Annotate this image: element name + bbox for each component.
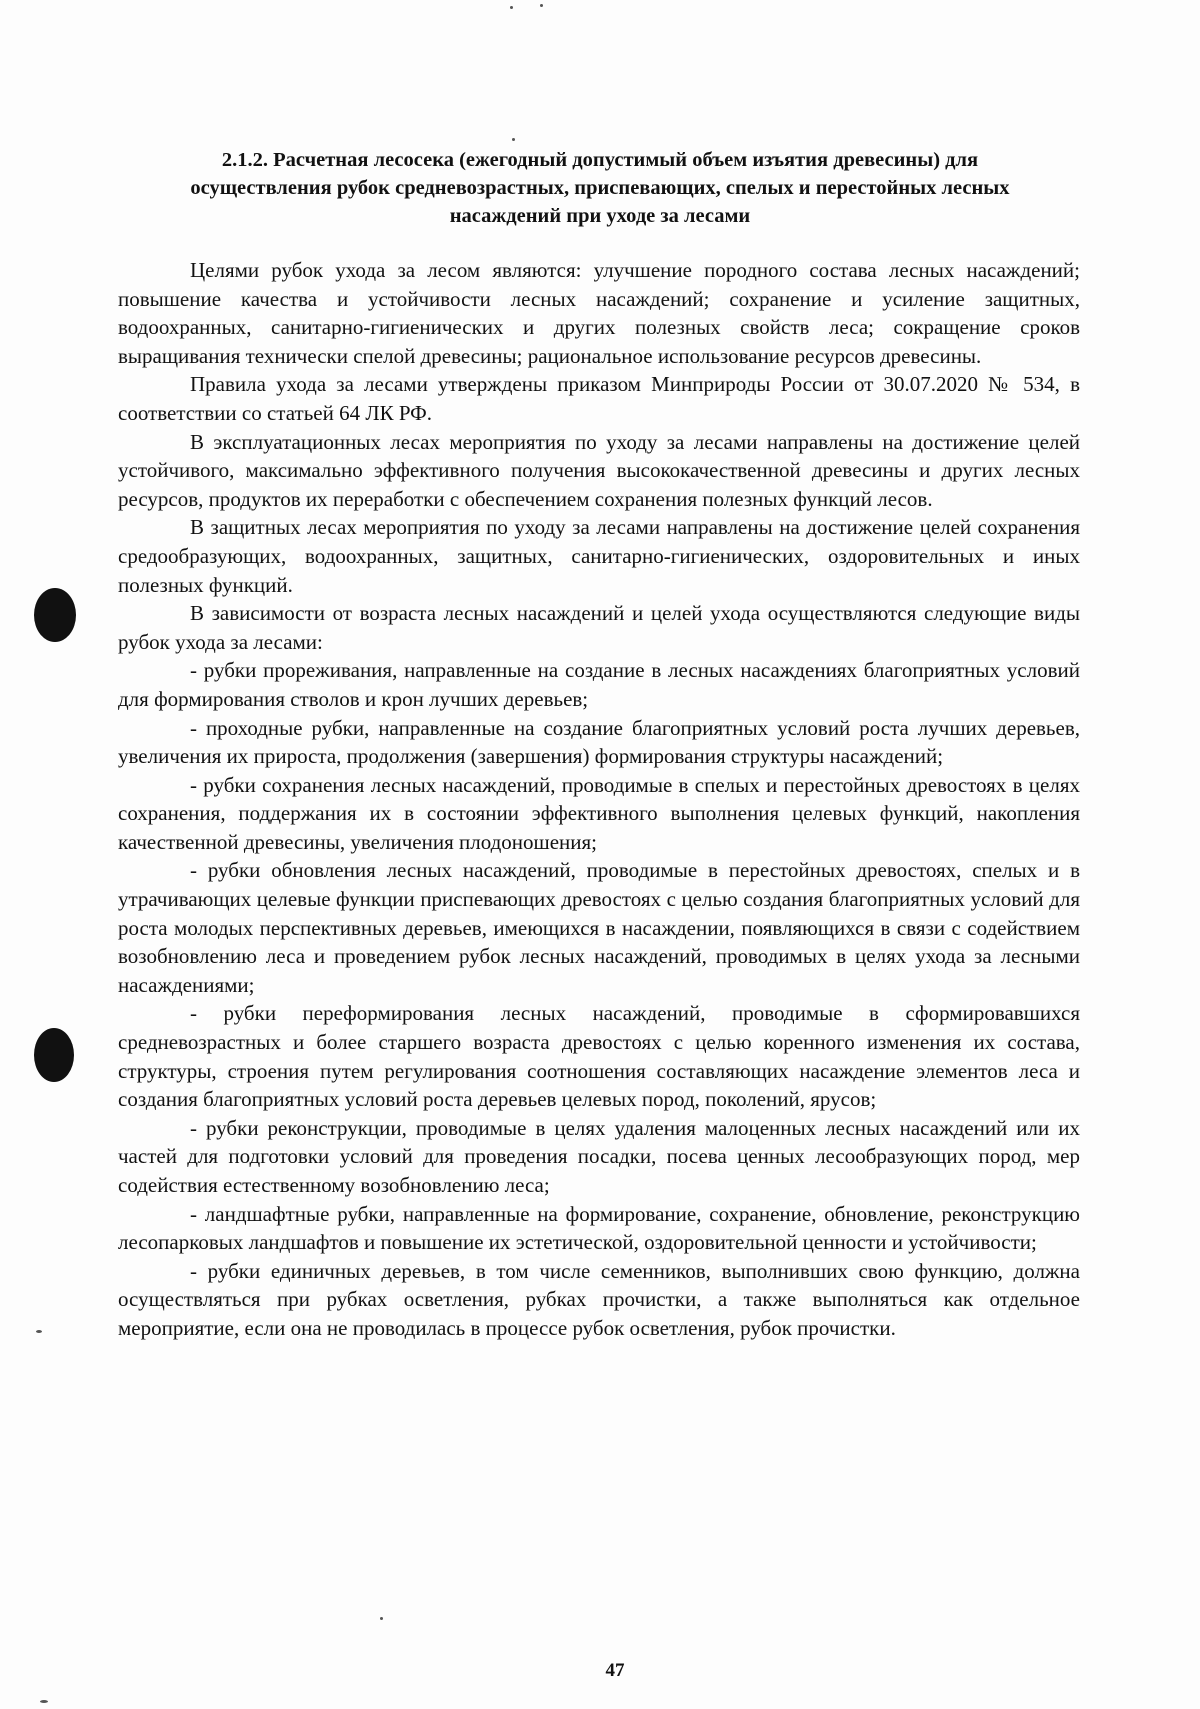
section-heading: [118, 146, 1082, 230]
list-item: - рубки единичных деревьев, в том числе семенников, выполнивших свою функцию, должна осуществляться при рубках осветления, рубках прочистки, а также выполняться как отдельное мероприятие, если она не проводилась в процессе рубок осветления, рубок прочистки.: [118, 1258, 1080, 1340]
heading-line: осуществления рубок средневозрастных, приспевающих, спелых и перестойных лесных: [190, 177, 1010, 199]
list-item: - рубки переформирования лесных насаждений, проводимые в сформировавшихся средневозрастных и более старшего возраста древостоях с целью коренного изменения их состава, структуры, строения путем регулирования соотношения составляющих насаждение элементов леса и создания благоприятных условий роста деревьев целевых пород, поколений, ярусов;: [118, 1001, 1080, 1112]
body-text: [118, 256, 1080, 1343]
scan-speck: [512, 138, 515, 141]
list-item: - ландшафтные рубки, направленные на формирование, сохранение, обновление, реконструкцию лесопарковых ландшафтов и повышение их эстетической, оздоровительной ценности и устойчивости;: [118, 1201, 1080, 1255]
paragraph-types-intro: В зависимости от возраста лесных насаждений и целей ухода осуществляются следующие виды рубок ухода за лесами:: [118, 601, 1080, 654]
scan-speck: [510, 6, 513, 9]
list-item: - рубки сохранения лесных насаждений, проводимые в спелых и перестойных древостоях в целях сохранения, поддержания их в состоянии эффективного выполнения целевых функций, накопления качественной древесины, увеличения плодоношения;: [118, 772, 1080, 854]
paragraph-protective-forests: В защитных лесах мероприятия по уходу за лесами направлены на достижение целей сохранения средообразующих, водоохранных, защитных, санитарно-гигиенических, оздоровительных и иных полезных функций.: [118, 515, 1080, 597]
heading-line: насаждений при уходе за лесами: [449, 205, 751, 227]
scan-speck: [380, 1617, 383, 1620]
paragraph-rules: Правила ухода за лесами утверждены приказом Минприроды России от 30.07.2020 № 534, в соответствии со статьей 64 ЛК РФ.: [118, 372, 1080, 425]
scan-speck: [40, 1700, 48, 1703]
scan-speck: [36, 1330, 42, 1333]
list-item: - проходные рубки, направленные на создание благоприятных условий роста лучших деревьев, увеличения их прироста, продолжения (завершения) формирования структуры насаждений;: [118, 715, 1080, 769]
heading-line: 2.1.2. Расчетная лесосека (ежегодный допустимый объем изъятия древесины) для: [221, 149, 979, 171]
list-item: - рубки прореживания, направленные на создание в лесных насаждениях благоприятных условий для формирования стволов и крон лучших деревьев;: [118, 658, 1080, 711]
list-item: - рубки реконструкции, проводимые в целях удаления малоценных лесных насаждений или их частей для подготовки условий для проведения посадки, посева ценных лесообразующих пород, мер содействия естественному возобновлению леса;: [118, 1115, 1080, 1197]
list-item: - рубки обновления лесных насаждений, проводимые в перестойных древостоях, спелых и в утрачивающих целевые функции приспевающих древостоях с целью создания благоприятных условий для роста молодых перспективных деревьев, имеющихся в насаждении, появляющихся в связи с содействием возобновлению леса и проведением рубок лесных насаждений, проводимых в целях ухода за лесными насаждениями;: [118, 858, 1080, 997]
punch-hole-mark: [34, 588, 76, 642]
scan-speck: [540, 4, 543, 7]
punch-hole-mark: [34, 1028, 74, 1082]
paragraph-exploitation-forests: В эксплуатационных лесах мероприятия по уходу за лесами направлены на достижение целей устойчивого, максимально эффективного получения высококачественной древесины и других лесных ресурсов, продуктов их переработки с обеспечением сохранения полезных функций лесов.: [118, 429, 1080, 511]
page-number: 47: [605, 1660, 625, 1681]
paragraph-goals: Целями рубок ухода за лесом являются: улучшение породного состава лесных насаждений; повышение качества и устойчивости лесных насаждений; сохранение и усиление защитных, водоохранных, санитарно-гигиенических и других полезных свойств леса; сокращение сроков выращивания технически спелой древесины; рациональное использование ресурсов древесины.: [118, 258, 1080, 368]
